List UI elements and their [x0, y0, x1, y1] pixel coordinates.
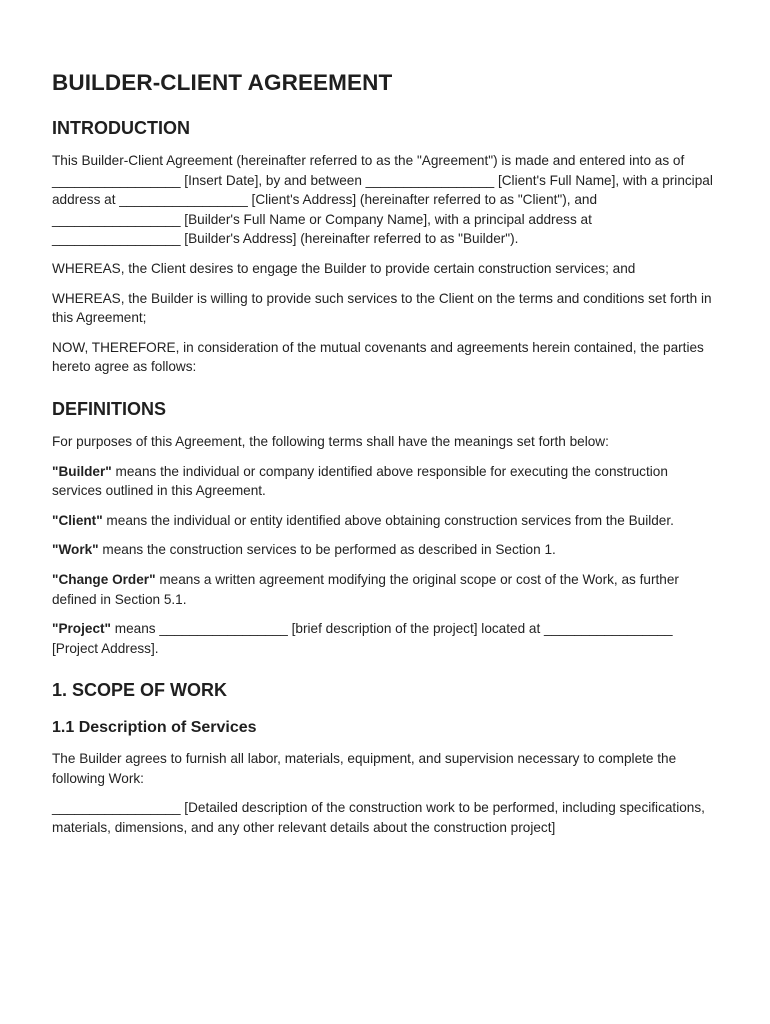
definitions-intro: For purposes of this Agreement, the following terms shall have the meanings set forth below: [52, 433, 609, 449]
definition-term: "Builder" [52, 463, 112, 479]
document-title: BUILDER-CLIENT AGREEMENT [52, 70, 393, 95]
definition-term: "Change Order" [52, 571, 156, 587]
whereas-client-paragraph: WHEREAS, the Client desires to engage the Builder to provide certain construction services; and [52, 260, 636, 276]
definition-work [52, 540, 714, 560]
now-therefore-paragraph: NOW, THEREFORE, in consideration of the mutual covenants and agreements herein contained, the parties hereto agree as follows: [52, 339, 704, 375]
definition-text: means the individual or entity identified above obtaining construction services from the Builder. [102, 512, 674, 528]
definitions-heading: DEFINITIONS [52, 398, 167, 419]
scope-description-paragraph: _________________ [Detailed description of the construction work to be performed, including specifications, materials, dimensions, and any other relevant details about the construction project] [52, 800, 705, 836]
introduction-heading: INTRODUCTION [52, 118, 190, 138]
definition-term: "Project" [52, 621, 111, 637]
scope-paragraph: The Builder agrees to furnish all labor, materials, equipment, and supervision necessary to complete the following Work: [52, 751, 677, 786]
definition-change-order [52, 570, 714, 609]
scope-subheading: 1.1 Description of Services [52, 719, 257, 737]
definition-project [52, 619, 714, 658]
introduction-paragraph: This Builder-Client Agreement (hereinafter referred to as the "Agreement") is made and entered into as of _________________ [Insert Date], by and between _________________ [Client's Full Name], with a principal address at _________________ [Client's Address] (hereinafter referred to as "Client"), and _________________ [Builder's Full Name or Company Name], with a principal address at _________________ [Builder's Address] (hereinafter referred to as "Builder"). [52, 153, 713, 247]
definition-term: "Client" [52, 512, 103, 528]
definition-text: means the construction services to be performed as described in Section 1. [98, 542, 556, 558]
definition-term: "Work" [52, 542, 99, 558]
whereas-builder-paragraph: WHEREAS, the Builder is willing to provide such services to the Client on the terms and conditions set forth in this Agreement; [52, 290, 712, 326]
definition-client [52, 511, 714, 531]
definition-builder [52, 462, 714, 501]
definition-text: means the individual or company identified above responsible for executing the construction services outlined in this Agreement. [52, 463, 668, 499]
scope-heading: 1. SCOPE OF WORK [52, 680, 228, 701]
definition-text: means _________________ [brief description of the project] located at _________________ [Project Address]. [52, 621, 673, 656]
definition-text: means a written agreement modifying the original scope or cost of the Work, as further defined in Section 5.1. [52, 571, 679, 607]
